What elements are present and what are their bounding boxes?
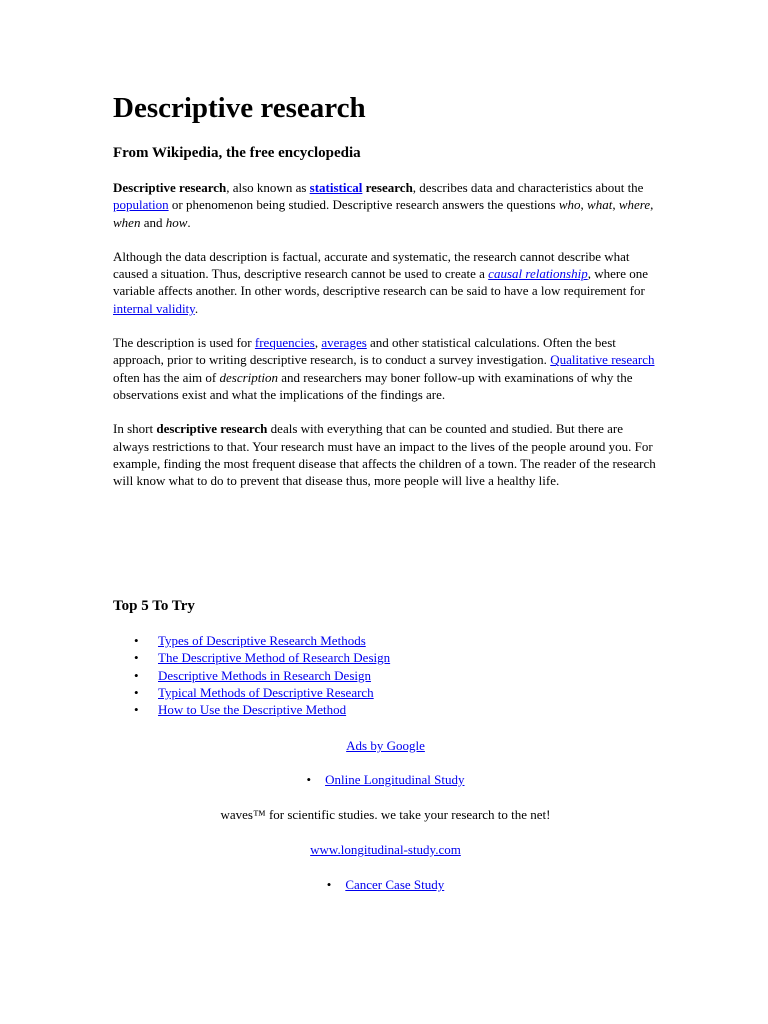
italic-term: description [219,369,278,385]
link-qualitative-research[interactable]: Qualitative research [550,352,655,368]
bullet-icon: • [134,702,139,718]
paragraph-causal [113,248,658,317]
link-causal-relationship[interactable]: causal relationship [488,266,588,282]
top5-link-5[interactable]: How to Use the Descriptive Method [158,702,347,718]
text: and [140,214,166,230]
top5-heading: Top 5 To Try [113,598,195,614]
list-item [113,632,390,649]
link-averages[interactable]: averages [321,335,367,351]
italic-term: when [113,214,141,230]
text: , [580,197,588,213]
bold-term: research [365,180,413,195]
text: and researchers may boner follow-up with examinations of why the observations exist and what the implications of the findings are. [113,369,633,402]
ad2-title-row [113,876,658,893]
ads-by-google-link[interactable]: Ads by Google [346,738,425,753]
paragraph-intro [113,179,658,231]
text: or phenomenon being studied. Descriptive research answers the questions [168,197,559,213]
top5-list [113,632,390,718]
ad1-title-row [113,771,658,788]
ad1-text: waves™ for scientific studies. we take your research to the net! [220,807,551,822]
italic-term: where [618,197,651,213]
text: and other statistical calculations. Often the best approach, prior to writing descriptive research, is to conduct a survey investigation. [113,335,616,368]
text: , [650,197,654,213]
italic-term: who [558,197,581,213]
top5-link-1[interactable]: Types of Descriptive Research Methods [158,633,366,648]
top5-link-3[interactable]: Descriptive Methods in Research Design [158,667,372,683]
text: , describes data and characteristics about the [412,180,644,195]
text: In short [113,421,157,437]
text: , [612,197,619,213]
text: The description is used for [113,335,255,351]
paragraph-description [113,334,658,403]
bold-term: descriptive research [156,421,268,437]
text: Although the data description is factual, accurate and systematic, the research cannot describe what caused a situation. Thus, descriptive research cannot be used to create a [113,248,630,282]
bullet-icon: • [134,667,139,683]
italic-term: how [165,214,188,230]
list-item [113,684,390,701]
ad1-url-row [113,841,658,858]
bullet-icon: • [134,633,139,648]
text: . [194,300,199,316]
link-internal-validity[interactable]: internal validity [113,300,195,316]
list-item [113,701,390,718]
bullet-icon: • [134,684,139,700]
ad2-title-link[interactable]: Cancer Case Study [345,877,445,892]
list-item [113,649,390,666]
ads-label-row [113,737,658,754]
paragraph-summary [113,420,658,489]
text: , also known as [226,180,310,195]
text: often has the aim of [113,369,220,385]
link-statistical[interactable]: statistical [309,180,363,195]
bullet-icon: • [306,772,312,787]
ad1-title-link[interactable]: Online Longitudinal Study [325,772,465,787]
bullet-icon: • [134,650,139,666]
page-subtitle: From Wikipedia, the free encyclopedia [113,145,361,161]
page-title: Descriptive research [113,92,366,124]
list-item [113,667,390,684]
text: , where one variable affects another. In other words, descriptive research can be said to have a low requirement for [113,266,648,299]
link-frequencies[interactable]: frequencies [254,335,315,351]
ad1-url-link[interactable]: www.longitudinal-study.com [310,842,461,857]
text: . [187,214,191,230]
italic-term: what [587,197,613,213]
link-population[interactable]: population [113,197,169,213]
bullet-icon: • [326,877,332,892]
article [113,88,658,892]
text: deals with everything that can be counted and studied. But there are always restrictions to that. Your research must have an impact to the lives of the people around you. For example, finding the most frequent disease that affects the children of a town. The reader of the research will know what to do to prevent that disease thus, more people will live a healthy life. [113,421,656,489]
top5-link-2[interactable]: The Descriptive Method of Research Design [158,650,391,666]
top5-link-4[interactable]: Typical Methods of Descriptive Research [158,684,374,700]
text: , [314,335,322,351]
bold-term: Descriptive research [113,180,227,195]
